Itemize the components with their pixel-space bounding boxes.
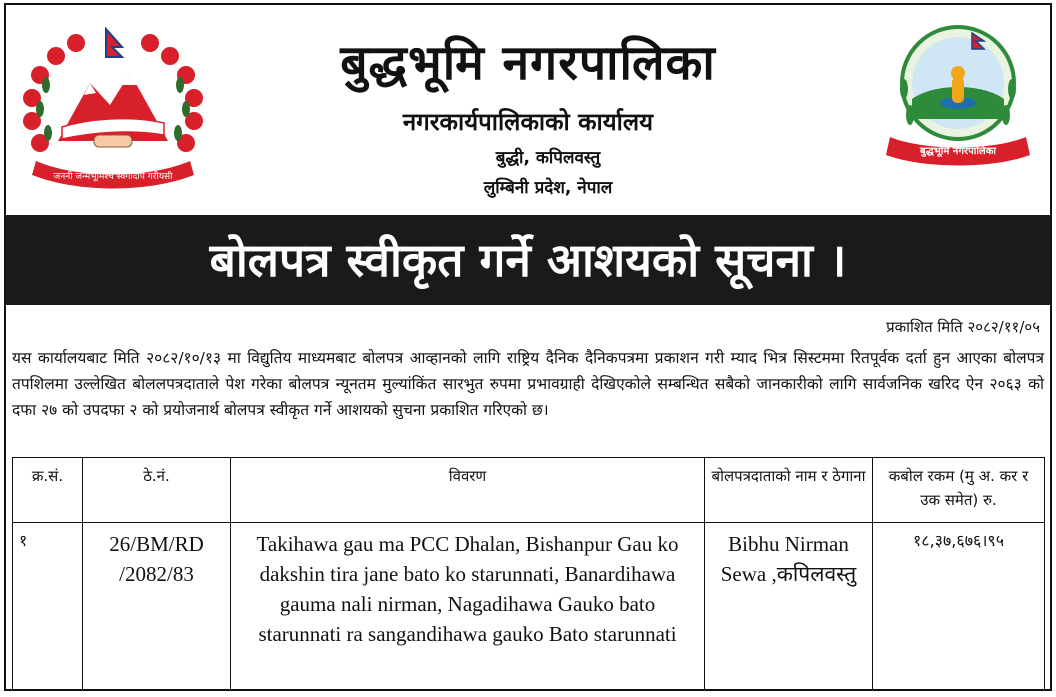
office-name: नगरकार्यपालिकाको कार्यालय — [402, 108, 654, 136]
tender-table — [12, 457, 1045, 691]
col-header-contract-no: ठे.नं. — [83, 458, 231, 523]
notice-title: बोलपत्र स्वीकृत गर्ने आशयको सूचना । — [6, 215, 1050, 305]
cell-sn: १ — [13, 523, 83, 692]
header — [6, 5, 1050, 215]
col-header-bidder: बोलपत्रदाताको नाम र ठेगाना — [705, 458, 873, 523]
cell-amount: १८,३७,६७६।९५ — [873, 523, 1045, 692]
col-header-description: विवरण — [231, 458, 705, 523]
emblem-motto: जननी जन्मभूमिश्च स्वर्गादपि गरीयसी — [53, 172, 173, 182]
cell-description: Takihawa gau ma PCC Dhalan, Bishanpur Gau ko dakshin tira jane bato ko starunnati, Banardihawa gauma nali nirman, Nagadihawa Gauko bato starunnati ra sangandihawa gauko Bato starunnati — [231, 523, 705, 692]
col-header-sn: क्र.सं. — [13, 458, 83, 523]
notice-body: यस कार्यालयबाट मिति २०८२/१०/१३ मा विद्युतिय माध्यमबाट बोलपत्र आव्हानको लागि राष्ट्रिय दैनिक दैनिकपत्रमा प्रकाशन गरी म्याद भित्र सिस्टममा रितपूर्वक दर्ता हुन आएका बोलपत्र तपशिलमा उल्लेखित बोललपत्रदाताले पेश गरेका बोलपत्र न्यूनतम मुल्यांकिंत सारभुत रुपमा प्रभावग्राही देखिएकोले सम्बन्धित सबैको जानकारीको लागि सार्वजनिक खरिद ऐन २०६३ को दफा २७ को उपदफा २ को प्रयोजनार्थ बोलपत्र स्वीकृत गर्ने आशयको सुचना प्रकाशित गरिएको छ। — [12, 349, 1044, 419]
table-header-row — [13, 458, 1045, 523]
address-line-2: लुम्बिनी प्रदेश, नेपाल — [483, 178, 613, 198]
address-line-1: बुद्धी, कपिलवस्तु — [495, 148, 601, 168]
org-name: बुद्धभूमि नगरपालिका — [340, 35, 716, 91]
notice-page — [4, 3, 1052, 691]
logo-ribbon-text: बुद्धभूमि नगरपालिका — [920, 146, 996, 157]
cell-bidder: Bibhu Nirman Sewa ,कपिलवस्तु — [705, 523, 873, 692]
table-row — [13, 523, 1045, 692]
cell-contract-no: 26/BM/RD /2082/83 — [83, 523, 231, 692]
col-header-amount: कबोल रकम (मु अ. कर र उक समेत) रु. — [873, 458, 1045, 523]
published-date: प्रकाशित मिति २०८२/११/०५ — [886, 318, 1040, 336]
municipality-logo-icon — [884, 19, 1032, 169]
